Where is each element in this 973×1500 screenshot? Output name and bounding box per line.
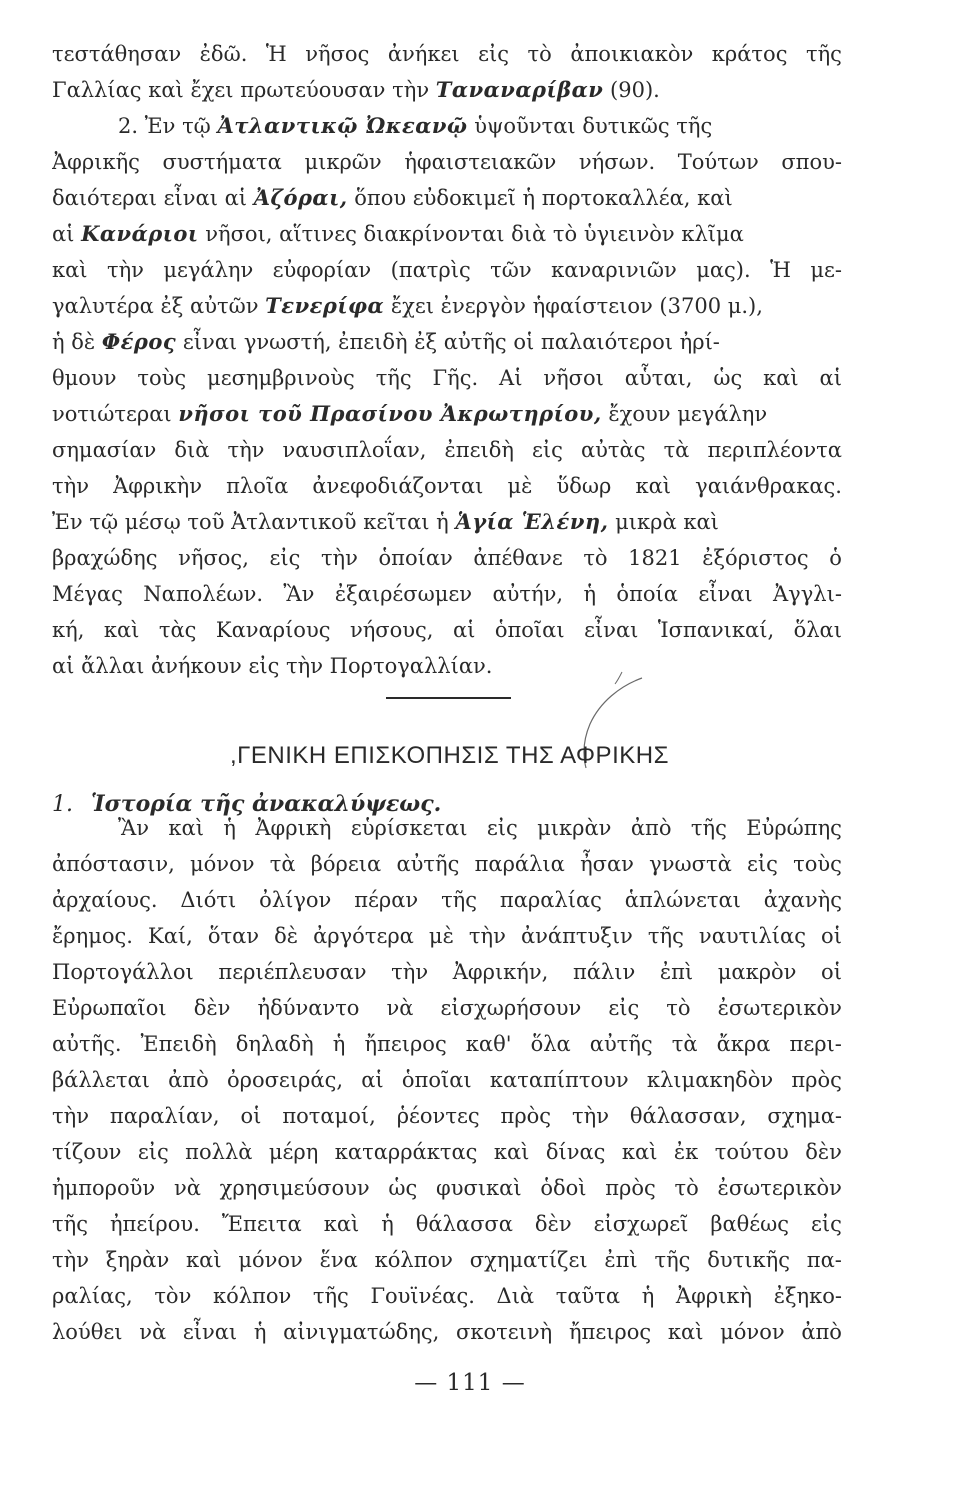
word: τὰ bbox=[663, 438, 690, 462]
word: δίνας bbox=[545, 1140, 606, 1164]
word: περιέπλευσαν bbox=[218, 960, 367, 984]
text-line bbox=[52, 846, 842, 882]
word: σημασίαν bbox=[52, 438, 157, 462]
word: 1821 bbox=[628, 546, 682, 570]
word: ἀποικιακὸν bbox=[570, 42, 694, 66]
word: εἰς bbox=[746, 852, 778, 876]
text-line bbox=[52, 468, 842, 504]
word: νήσων. bbox=[578, 150, 656, 174]
word: καὶ bbox=[323, 1212, 360, 1236]
word: εἰς bbox=[608, 996, 640, 1020]
word: ἐσωτερικὸν bbox=[717, 996, 842, 1020]
word: μεγάλην bbox=[163, 258, 254, 282]
word: παραλίαν, bbox=[109, 1104, 220, 1128]
word: ὁποῖαι bbox=[494, 618, 565, 642]
word: Ἔπειτα bbox=[221, 1212, 302, 1236]
word: τὰ bbox=[269, 852, 296, 876]
word: βραχώδης bbox=[52, 546, 158, 570]
word: τὴν bbox=[52, 1248, 89, 1272]
word: τούτου bbox=[714, 1140, 789, 1164]
word: μικρῶν bbox=[304, 150, 382, 174]
word: τὴν bbox=[227, 438, 265, 462]
word: ὡς bbox=[713, 366, 743, 390]
word: κόλπον bbox=[374, 1248, 453, 1272]
word: καὶ bbox=[168, 816, 204, 840]
word: γαιάνθρακας. bbox=[695, 474, 842, 498]
word: κόλπον bbox=[212, 1284, 292, 1308]
word: αἱ bbox=[452, 618, 476, 642]
word: πρὸς bbox=[605, 1176, 656, 1200]
word: Ἡ bbox=[770, 258, 791, 282]
word: αὐτῆς. bbox=[52, 1032, 122, 1056]
word: ἀπέθανε bbox=[473, 546, 563, 570]
word: τὴν bbox=[320, 546, 358, 570]
word: ἄκρα bbox=[716, 1032, 771, 1056]
word: δηλαδὴ bbox=[235, 1032, 314, 1056]
word: εὐφορίαν bbox=[272, 258, 372, 282]
word: τῆς bbox=[647, 924, 684, 948]
word: ἡ bbox=[332, 1032, 346, 1056]
word: λούθει bbox=[52, 1320, 123, 1344]
word: Ἱσπανικαί, bbox=[657, 618, 775, 642]
word: ἦσαν bbox=[580, 852, 634, 876]
word: ἐδῶ. bbox=[199, 42, 248, 66]
word: ἀνεφοδιάζονται bbox=[312, 474, 484, 498]
word: ἐπὶ bbox=[604, 1248, 638, 1272]
word: ὅλαι bbox=[793, 618, 842, 642]
word: εἰς bbox=[532, 438, 563, 462]
word: Καναρίους bbox=[215, 618, 331, 642]
emphasized-place-name: Ταναναρίβαν bbox=[435, 77, 604, 102]
word: νὰ bbox=[139, 1320, 167, 1344]
word: ἀνάπτυξιν bbox=[520, 924, 633, 948]
word: ἡ bbox=[583, 582, 597, 606]
text-line: αἱ ἄλλαι ἀνήκουν εἰς τὴν Πορτογαλλίαν. bbox=[52, 654, 493, 678]
word: αὐτῆς bbox=[589, 1032, 653, 1056]
word: εἶναι bbox=[584, 618, 639, 642]
text-line bbox=[52, 990, 842, 1026]
word: ὁποία bbox=[616, 582, 678, 606]
word: ὁποῖαι bbox=[401, 1068, 472, 1092]
word: ναυσιπλοΐαν, bbox=[282, 438, 427, 462]
word: σχημα- bbox=[767, 1104, 842, 1128]
word: εἰσχωρήσουν bbox=[440, 996, 582, 1020]
word: ἡ bbox=[641, 1284, 655, 1308]
word: Ἡ bbox=[265, 42, 287, 66]
body-paragraph bbox=[52, 810, 842, 1350]
word: ὡς bbox=[388, 1176, 418, 1200]
word: μὲ bbox=[507, 474, 533, 498]
emphasized-place-name: Ἀζόραι, bbox=[253, 185, 348, 210]
word: ῥέοντες bbox=[396, 1104, 480, 1128]
emphasized-place-name: Κανάριοι bbox=[81, 221, 199, 246]
word: ἠδύναντο bbox=[257, 996, 360, 1020]
word: τὸ bbox=[583, 546, 608, 570]
text-line: νοτιώτεραι νῆσοι τοῦ Πρασίνου Ἀκρωτηρίου, ἔχουν μεγάλην bbox=[52, 396, 842, 432]
word: καὶ bbox=[186, 1248, 222, 1272]
word: πολλὰ bbox=[185, 1140, 253, 1164]
word: ἔρημος. bbox=[52, 924, 133, 948]
word: τῶν bbox=[490, 258, 532, 282]
word: τῆς bbox=[690, 816, 727, 840]
emphasized-place-name: Φέρος bbox=[101, 329, 177, 354]
word: Καί, bbox=[148, 924, 193, 948]
word: ἐξηκο- bbox=[773, 1284, 842, 1308]
word: ξηρὰν bbox=[105, 1248, 170, 1272]
word: Γῆς. bbox=[432, 366, 479, 390]
word: περι- bbox=[789, 1032, 842, 1056]
word: ἤπειρος bbox=[364, 1032, 447, 1056]
emphasized-place-name: Τενερίφα bbox=[265, 293, 385, 318]
sub-heading-title: Ἱστορία τῆς ἀνακαλύψεως. bbox=[91, 791, 442, 817]
word: νὰ bbox=[386, 996, 414, 1020]
word: αὐτὰς bbox=[580, 438, 646, 462]
word: Ναπολέων. bbox=[143, 582, 264, 606]
word: Ἂν bbox=[118, 816, 150, 840]
word: Ἀφρικὴν bbox=[113, 474, 202, 498]
word: μὲ bbox=[428, 924, 454, 948]
word: αἱ bbox=[361, 1068, 384, 1092]
word: τὴν bbox=[106, 258, 144, 282]
word: δὲν bbox=[805, 1140, 842, 1164]
word: Ἀγγλι- bbox=[773, 582, 842, 606]
word: τῆς bbox=[441, 888, 478, 912]
text-line bbox=[52, 540, 842, 576]
word: τῆς bbox=[312, 1284, 349, 1308]
text-line bbox=[52, 882, 842, 918]
word: ἀπὸ bbox=[801, 1320, 842, 1344]
word: ὀλίγον bbox=[259, 888, 332, 912]
word: δυτικῆς bbox=[707, 1248, 790, 1272]
emphasized-place-name: Ἁγία Ἑλένη, bbox=[455, 509, 609, 534]
word: περιπλέοντα bbox=[707, 438, 842, 462]
word: τεστάθησαν bbox=[52, 42, 182, 66]
word: τὴν bbox=[572, 1104, 609, 1128]
text-line bbox=[52, 252, 842, 288]
text-line: 2. Ἐν τῷ Ἀτλαντικῷ Ὠκεανῷ ὑψοῦνται δυτικῶς τῆς bbox=[52, 108, 842, 144]
word: οἱ bbox=[821, 924, 842, 948]
word: ἠπείρου. bbox=[109, 1212, 200, 1236]
word: ποταμοί, bbox=[282, 1104, 376, 1128]
word: νήσους, bbox=[349, 618, 434, 642]
word: ἤπειρος bbox=[568, 1320, 652, 1344]
word: κλιμακηδὸν bbox=[646, 1068, 774, 1092]
text-line bbox=[52, 1206, 842, 1242]
word: Διότι bbox=[180, 888, 237, 912]
word: ὅταν bbox=[207, 924, 260, 948]
word: Ἀφρικῆς bbox=[52, 150, 140, 174]
word: καὶ bbox=[635, 474, 672, 498]
word: εἰς bbox=[269, 546, 301, 570]
word: πλοῖα bbox=[226, 474, 289, 498]
text-line bbox=[52, 1242, 842, 1278]
word: πάλιν bbox=[572, 960, 636, 984]
word: μόνον bbox=[720, 1320, 785, 1344]
word: μακρὸν bbox=[717, 960, 797, 984]
word: γνωστὰ bbox=[649, 852, 732, 876]
word: θμουν bbox=[52, 366, 117, 390]
text-line bbox=[52, 1062, 842, 1098]
word: ἀπὸ bbox=[630, 816, 672, 840]
word: Ἀφρικὴ bbox=[675, 1284, 753, 1308]
word: καὶ bbox=[52, 258, 88, 282]
sub-heading-number: 1. bbox=[52, 792, 73, 817]
word: καταπίπτουν bbox=[489, 1068, 629, 1092]
word: βόρεια bbox=[310, 852, 382, 876]
text-line bbox=[52, 432, 842, 468]
text-line bbox=[52, 1098, 842, 1134]
word: τὴν bbox=[391, 960, 429, 984]
word: τὸν bbox=[154, 1284, 192, 1308]
word: εἰς bbox=[811, 1212, 842, 1236]
word: Εὐρωπαῖοι bbox=[52, 996, 167, 1020]
word: συστήματα bbox=[162, 150, 282, 174]
text-line bbox=[52, 1170, 842, 1206]
word: ἐκ bbox=[673, 1140, 699, 1164]
word: ἁπλώνεται bbox=[624, 888, 741, 912]
text-line bbox=[52, 576, 842, 612]
word: νῆσοι bbox=[543, 366, 604, 390]
text-line: ἡ δὲ Φέρος εἶναι γνωστή, ἐπειδὴ ἐξ αὐτῆς οἱ παλαιότεροι ἠρί- bbox=[52, 324, 842, 360]
word: τὰς bbox=[158, 618, 197, 642]
text-line bbox=[52, 1278, 842, 1314]
word: καθ' bbox=[465, 1032, 512, 1056]
word: καὶ bbox=[103, 618, 140, 642]
text-line bbox=[52, 1026, 842, 1062]
word: εἰς bbox=[478, 42, 510, 66]
word: κή, bbox=[52, 618, 85, 642]
word: καναρινιῶν bbox=[551, 258, 677, 282]
text-line bbox=[52, 918, 842, 954]
word: ἡ bbox=[253, 1320, 267, 1344]
top-paragraph bbox=[52, 36, 842, 684]
word: σχηματίζει bbox=[469, 1248, 588, 1272]
word: ἀνήκει bbox=[387, 42, 460, 66]
word: οἱ bbox=[821, 960, 842, 984]
word: εἶναι bbox=[182, 1320, 238, 1344]
word: ἀργότερα bbox=[313, 924, 414, 948]
word: σκοτεινὴ bbox=[456, 1320, 553, 1344]
page-number: — 111 — bbox=[414, 1370, 526, 1396]
word: δὲν bbox=[534, 1212, 572, 1236]
text-line: αἱ Κανάριοι νῆσοι, αἵτινες διακρίνονται διὰ τὸ ὑγιεινὸν κλῖμα bbox=[52, 216, 842, 252]
word: ἀρχαίους. bbox=[52, 888, 158, 912]
word: ἐπὶ bbox=[659, 960, 694, 984]
word: Αἱ bbox=[499, 366, 523, 390]
text-line bbox=[52, 360, 842, 396]
word: σπου- bbox=[781, 150, 842, 174]
word: καὶ bbox=[667, 1320, 704, 1344]
word: Μέγας bbox=[52, 582, 123, 606]
text-line bbox=[52, 810, 842, 846]
word: κράτος bbox=[711, 42, 788, 66]
word: μικρὰν bbox=[537, 816, 612, 840]
word: νῆσος, bbox=[178, 546, 249, 570]
word: μόνον bbox=[190, 852, 255, 876]
word: εὑρίσκεται bbox=[350, 816, 468, 840]
emphasized-place-name: νῆσοι τοῦ Πρασίνου Ἀκρωτηρίου, bbox=[178, 401, 602, 426]
word: εἰς bbox=[486, 816, 518, 840]
word: μέρη bbox=[268, 1140, 319, 1164]
word: δὲ bbox=[274, 924, 299, 948]
word: πέραν bbox=[354, 888, 419, 912]
word: ἐπειδὴ bbox=[444, 438, 514, 462]
word: ὁ bbox=[829, 546, 842, 570]
word: ραλίας, bbox=[52, 1284, 133, 1308]
word: Εὐρώπης bbox=[746, 816, 842, 840]
word: Πορτογάλλοι bbox=[52, 960, 194, 984]
word: μόνον bbox=[238, 1248, 303, 1272]
word: ἡ bbox=[223, 816, 236, 840]
word: πρὸς bbox=[791, 1068, 842, 1092]
word: τὴν bbox=[468, 924, 506, 948]
word: δὲν bbox=[193, 996, 231, 1020]
text-line: γαλυτέρα ἐξ αὐτῶν Τενερίφα ἔχει ἐνεργὸν ἡφαίστειον (3700 μ.), bbox=[52, 288, 842, 324]
word: καὶ bbox=[621, 1140, 658, 1164]
section-heading: ,ΓΕΝΙΚΗ ΕΠΙΣΚΟΠΗΣΙΣ ΤΗΣ ΑΦΡΙΚΗΣ bbox=[230, 742, 669, 769]
word: παράλια bbox=[474, 852, 565, 876]
word: βαθέως bbox=[710, 1212, 790, 1236]
text-line bbox=[52, 144, 842, 180]
word: μας). bbox=[696, 258, 751, 282]
word: τῆς bbox=[805, 42, 842, 66]
word: καὶ bbox=[763, 366, 799, 390]
section-divider bbox=[386, 697, 511, 699]
word: αὐτῆς bbox=[396, 852, 460, 876]
word: ἐσωτερικὸν bbox=[717, 1176, 842, 1200]
word: τίζουν bbox=[52, 1140, 122, 1164]
word: (πατρὶς bbox=[390, 258, 471, 282]
word: ἀπόστασιν, bbox=[52, 852, 175, 876]
word: θάλασσαν, bbox=[629, 1104, 747, 1128]
word: τῆς bbox=[52, 1212, 88, 1236]
word: οἱ bbox=[240, 1104, 262, 1128]
word: καὶ bbox=[493, 1140, 530, 1164]
word: διὰ bbox=[174, 438, 210, 462]
word: ἐξόριστος bbox=[702, 546, 809, 570]
word: μεσημβρινοὺς bbox=[207, 366, 355, 390]
word: τῆς bbox=[654, 1248, 691, 1272]
word: τὸ bbox=[666, 996, 691, 1020]
word: παραλίας bbox=[499, 888, 602, 912]
text-line: Γαλλίας καὶ ἔχει πρωτεύουσαν τὴν Ταναναρίβαν (90). bbox=[52, 72, 842, 108]
word: τοὺς bbox=[137, 366, 187, 390]
word: αἰνιγματώδης, bbox=[283, 1320, 440, 1344]
word: Ἀφρικήν, bbox=[452, 960, 549, 984]
text-line bbox=[52, 612, 842, 648]
text-line bbox=[52, 36, 842, 72]
word: θάλασσα bbox=[415, 1212, 513, 1236]
word: αὐτήν, bbox=[492, 582, 564, 606]
word: Ἂν bbox=[283, 582, 315, 606]
word: πα- bbox=[806, 1248, 842, 1272]
word: νῆσος bbox=[305, 42, 370, 66]
word: Γουϊνέας. bbox=[370, 1284, 475, 1308]
word: με- bbox=[810, 258, 842, 282]
word: φυσικαὶ bbox=[436, 1176, 522, 1200]
word: ἡ bbox=[381, 1212, 394, 1236]
word: εἰς bbox=[137, 1140, 169, 1164]
word: τὸ bbox=[674, 1176, 699, 1200]
text-line bbox=[52, 1314, 842, 1350]
word: Ἀφρικὴ bbox=[255, 816, 332, 840]
word: βάλλεται bbox=[52, 1068, 150, 1092]
text-line: Ἐν τῷ μέσῳ τοῦ Ἀτλαντικοῦ κεῖται ἡ Ἁγία Ἑλένη, μικρὰ καὶ bbox=[52, 504, 842, 540]
word: ὅλα bbox=[530, 1032, 571, 1056]
word: ὁποίαν bbox=[378, 546, 453, 570]
word: εἶναι bbox=[698, 582, 753, 606]
word: ἡφαιστειακῶν bbox=[404, 150, 557, 174]
word: νὰ bbox=[173, 1176, 201, 1200]
emphasized-place-name: Ἀτλαντικῷ Ὠκεανῷ bbox=[217, 113, 468, 138]
word: τοὺς bbox=[793, 852, 842, 876]
word: τῆς bbox=[375, 366, 412, 390]
text-line: δαιότεραι εἶναι αἱ Ἀζόραι, ὅπου εὐδοκιμεῖ ἡ πορτοκαλλέα, καὶ bbox=[52, 180, 842, 216]
word: ἕνα bbox=[319, 1248, 358, 1272]
word: ἐξαιρέσωμεν bbox=[334, 582, 473, 606]
word: ταῦτα bbox=[555, 1284, 621, 1308]
word: Διὰ bbox=[496, 1284, 535, 1308]
word: αὗται, bbox=[624, 366, 693, 390]
word: τὸ bbox=[527, 42, 552, 66]
word: καταρράκτας bbox=[334, 1140, 478, 1164]
word: ναυτιλίας bbox=[698, 924, 806, 948]
word: ὁδοὶ bbox=[540, 1176, 587, 1200]
word: αἱ bbox=[819, 366, 842, 390]
word: ὕδωρ bbox=[556, 474, 612, 498]
word: Ἐπειδὴ bbox=[140, 1032, 217, 1056]
word: τὴν bbox=[52, 474, 89, 498]
word: ὀροσειράς, bbox=[226, 1068, 344, 1092]
text-line bbox=[52, 954, 842, 990]
word: τὰ bbox=[671, 1032, 698, 1056]
word: ἠμποροῦν bbox=[52, 1176, 156, 1200]
word: πρὸς bbox=[500, 1104, 552, 1128]
word: Τούτων bbox=[677, 150, 759, 174]
word: τὴν bbox=[52, 1104, 89, 1128]
text-line bbox=[52, 1134, 842, 1170]
word: ἀπὸ bbox=[168, 1068, 209, 1092]
word: εἰσχωρεῖ bbox=[593, 1212, 689, 1236]
word: χρησιμεύσουν bbox=[219, 1176, 370, 1200]
word: ἀχανὴς bbox=[763, 888, 842, 912]
